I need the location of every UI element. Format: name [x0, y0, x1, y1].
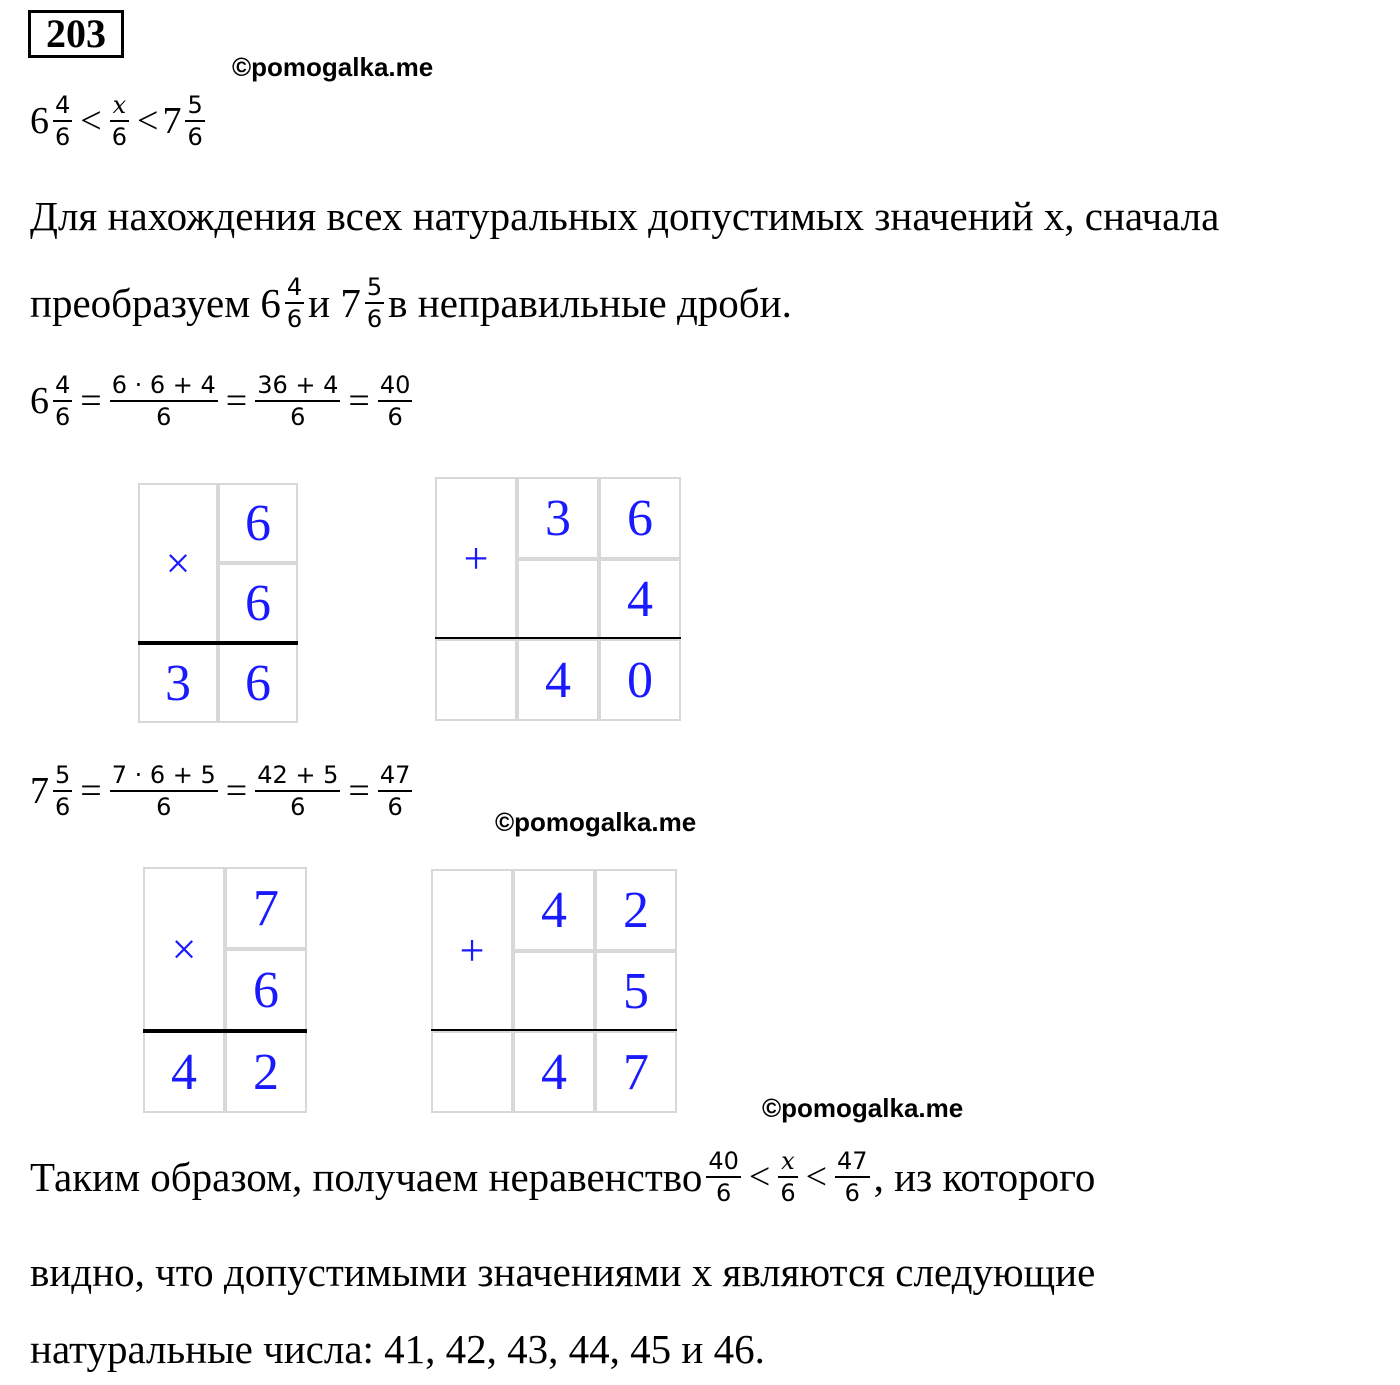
- multiply-sign: ×: [138, 483, 218, 643]
- fraction-x: [110, 92, 129, 150]
- task-number: 203: [28, 10, 124, 58]
- result-line: [435, 637, 681, 639]
- denominator: 6: [387, 403, 403, 431]
- denominator: 6: [290, 403, 306, 431]
- denominator: 6: [111, 123, 127, 151]
- paragraph-line: [30, 1148, 1095, 1206]
- equals: =: [225, 380, 248, 422]
- inequality-initial: [30, 92, 209, 150]
- numerator: 6 · 6 + 4: [111, 371, 216, 399]
- numerator: 47: [837, 1147, 868, 1175]
- text: в неправильные дроби.: [388, 279, 792, 326]
- whole: 7: [162, 100, 182, 142]
- numerator: x: [112, 91, 127, 119]
- fraction: [110, 372, 218, 430]
- digit: 7: [595, 1031, 677, 1113]
- plus-sign: +: [435, 477, 517, 639]
- digit: 5: [595, 951, 677, 1031]
- fraction: [378, 762, 413, 820]
- less-than: <: [805, 1156, 828, 1198]
- numerator: 7 · 6 + 5: [111, 761, 216, 789]
- digit: 4: [513, 1031, 595, 1113]
- watermark: ©pomogalka.me: [232, 52, 434, 82]
- whole: 6: [30, 380, 49, 422]
- denominator: 6: [286, 305, 303, 333]
- denominator: 6: [55, 403, 71, 431]
- less-than: <: [137, 100, 159, 142]
- paragraph-line: Для нахождения всех натуральных допустимых значений х, сначала: [30, 193, 1220, 239]
- fraction: [53, 762, 72, 820]
- denominator: 6: [55, 123, 71, 151]
- equals: =: [348, 380, 370, 422]
- numerator: 40: [379, 371, 411, 399]
- fraction: [110, 762, 218, 820]
- denominator: 6: [844, 1179, 860, 1207]
- numerator: 40: [708, 1147, 739, 1175]
- denominator: 6: [156, 793, 172, 821]
- numerator: 4: [55, 371, 71, 399]
- empty-cell: [431, 1031, 513, 1113]
- denominator: 6: [715, 1179, 732, 1207]
- digit: 0: [599, 639, 681, 721]
- fraction: [255, 762, 340, 820]
- digit: 2: [225, 1031, 307, 1113]
- numerator: 36 + 4: [257, 371, 339, 399]
- watermark: ©pomogalka.me: [495, 807, 697, 837]
- numerator: x: [781, 1147, 795, 1175]
- text: , из которого: [873, 1153, 1096, 1200]
- digit: 4: [143, 1031, 225, 1113]
- digit: 3: [517, 477, 599, 559]
- multiply-sign: ×: [143, 867, 225, 1031]
- denominator: 6: [366, 305, 383, 333]
- result-line: [143, 1029, 307, 1033]
- digit: 6: [599, 477, 681, 559]
- result-line: [138, 641, 298, 645]
- empty-cell: [435, 639, 517, 721]
- equation-conversion-1: [30, 372, 416, 430]
- fraction: [285, 274, 304, 332]
- text: Таким образом, получаем неравенство: [30, 1153, 703, 1200]
- equation-conversion-2: [30, 762, 416, 820]
- equals: =: [80, 770, 102, 812]
- paragraph-line: [30, 274, 792, 332]
- addition-grid: [431, 869, 677, 1113]
- digit: 2: [595, 869, 677, 951]
- watermark: ©pomogalka.me: [762, 1093, 964, 1123]
- less-than: <: [748, 1156, 771, 1198]
- digit: 4: [517, 639, 599, 721]
- fraction: [255, 372, 340, 430]
- numerator: 5: [366, 273, 383, 301]
- fraction: [53, 372, 72, 430]
- multiplication-grid: [143, 867, 307, 1113]
- equals: =: [225, 770, 248, 812]
- denominator: 6: [780, 1179, 796, 1207]
- digit: 7: [225, 867, 307, 949]
- result-line: [431, 1029, 677, 1031]
- numerator: 5: [187, 91, 203, 119]
- numerator: 4: [286, 273, 303, 301]
- whole: 7: [30, 770, 49, 812]
- equals: =: [80, 380, 102, 422]
- equals: =: [348, 770, 370, 812]
- digit: 6: [218, 563, 298, 643]
- digit: 6: [225, 949, 307, 1031]
- less-than: <: [80, 100, 102, 142]
- digit: 4: [513, 869, 595, 951]
- denominator: 6: [187, 123, 203, 151]
- whole: 6: [30, 100, 49, 142]
- denominator: 6: [156, 403, 172, 431]
- text: преобразуем 6: [30, 279, 281, 326]
- fraction: [185, 92, 204, 150]
- digit: 6: [218, 483, 298, 563]
- fraction: [53, 92, 72, 150]
- denominator: 6: [55, 793, 71, 821]
- fraction: [365, 274, 384, 332]
- addition-grid: [435, 477, 681, 721]
- fraction: [835, 1148, 870, 1206]
- multiplication-grid: [138, 483, 298, 723]
- numerator: 42 + 5: [257, 761, 339, 789]
- digit: 6: [218, 643, 298, 723]
- fraction-x: [778, 1148, 797, 1206]
- digit: 4: [599, 559, 681, 639]
- text: и 7: [308, 279, 361, 326]
- numerator: 4: [55, 91, 71, 119]
- empty-cell: [513, 951, 595, 1031]
- numerator: 5: [55, 761, 71, 789]
- empty-cell: [517, 559, 599, 639]
- fraction: [706, 1148, 741, 1206]
- denominator: 6: [290, 793, 306, 821]
- fraction: [378, 372, 413, 430]
- numerator: 47: [379, 761, 411, 789]
- denominator: 6: [387, 793, 403, 821]
- plus-sign: +: [431, 869, 513, 1031]
- digit: 3: [138, 643, 218, 723]
- paragraph-line: натуральные числа: 41, 42, 43, 44, 45 и 46.: [30, 1326, 765, 1372]
- paragraph-line: видно, что допустимыми значениями х являются следующие: [30, 1249, 1096, 1295]
